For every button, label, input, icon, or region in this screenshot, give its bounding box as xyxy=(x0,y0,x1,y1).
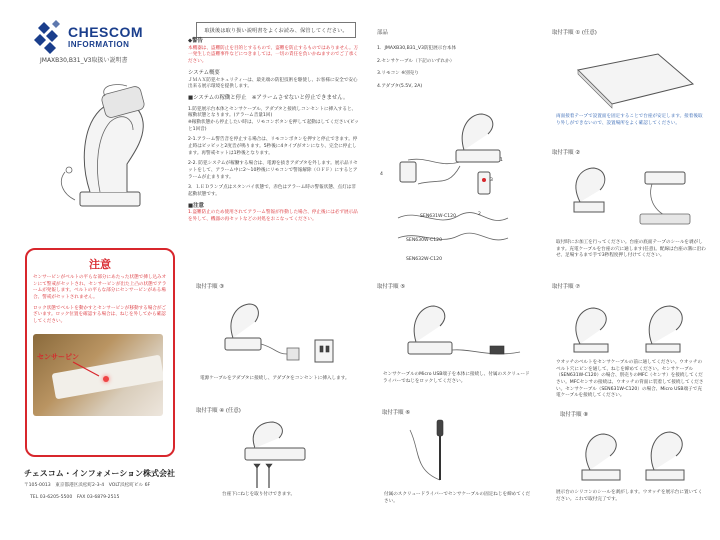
step2-title: 取付手順 ② xyxy=(552,150,581,156)
system-text: ＪＭＡＸ防犯セキュリティーは、最先端の防犯技術を駆使し、お客様に安全で安心出来る展示環境を提供します。 xyxy=(188,77,358,90)
step3-text: 電源ケーブルをアダプタに接続し、アダプタをコンセントに挿入します。 xyxy=(200,376,350,381)
operation-1: 1.防犯展示台本体とセンサケーブル、アダプタと接続しコンセントに挿入すると、稼動状態となります。(アラーム音量1回) xyxy=(188,106,357,119)
cable-label-1: SEN631W-C120 xyxy=(420,214,457,219)
brand-name: CHESCOM xyxy=(68,24,144,40)
chescom-logo-icon xyxy=(30,18,70,58)
cable-label-3: SEN632W-C120 xyxy=(406,257,443,262)
part-item-2: 2.センサケーブル（下記のいずれか） xyxy=(377,58,455,64)
company-phone: TEL 03-6205-5500 FAX 03-6879-2515 xyxy=(30,495,120,500)
sensor-pin-photo xyxy=(33,334,163,416)
caution-text-2: ロック状態でベルトを動かすとセンサーピンが移動する場合がございます。ロック位置を確認する場合は、ねじを外してから確認してください。 xyxy=(33,305,167,324)
step5-text: センサケーブルのMicro USB端子を本体に接続し、付属のスクリュードライバーでねじをロックしてください。 xyxy=(383,372,530,384)
step6-title: 取付手順 ⑥ xyxy=(382,410,411,416)
operation-4: 3．ＬＥＤランプ点はスタンバイ状態で、赤色はアラーム時の警報状態、点灯は非起動状態です。 xyxy=(188,185,356,197)
cable-label-2: SEN630W-C120 xyxy=(406,238,443,243)
warning-heading: ◆警告 xyxy=(188,38,203,44)
company-address: 〒105-0013 東京都港区浜松町2-3-4 VOLT浜松町ビル 6F xyxy=(24,483,151,488)
callout-2: 2 xyxy=(478,212,481,217)
operation-heading: ■システムの稼働と停止 ※アラームさせないと停止できません。 xyxy=(188,94,349,101)
step8-title: 取付手順 ⑧ xyxy=(560,412,589,418)
caution-text-1: センサーピンがベルトの平らな部分にあたった状態で挿し込みオンにて警戒がセットされ、センサーピンが出た上凸の状態でアラームが発報します。ベルトの平らな部分にセンサーピンがある場合、警戒がセットされません。 xyxy=(33,275,167,300)
sensor-pin-label: センサーピン xyxy=(37,352,79,361)
step1-illustration xyxy=(568,50,698,110)
step1-title: 取付手順 ① (任意) xyxy=(552,30,597,36)
part-item-1: 1．JMAXB30,B31_V3防犯展示台本体 xyxy=(377,46,457,51)
step2-illustration xyxy=(560,162,710,237)
brand-subname: INFORMATION xyxy=(68,40,130,49)
parts-illustration xyxy=(378,108,528,268)
step5-illustration xyxy=(390,300,530,375)
step4-illustration xyxy=(235,420,325,490)
step3-illustration xyxy=(205,298,345,373)
step6-illustration xyxy=(400,420,480,490)
step7-text: ウオッチのベルトをセンサケーブルの前に通してください。ウオッチのベルト穴にピンを通して、ねじを締めてください。センサケーブル（SEN631W-C120）の場合、別売りのMFC（センサ）を接続してください。MFCセンサの接続は、ウオッチの背面に装着して接続してください。センサケーブル（SEN631W-C120）の場合、Micro USB端子で充電ケーブルを接続してください。 xyxy=(556,360,704,399)
caution-text: 1.盗難防止のため使用されてアラーム警報が作動した場合、停止後には必ず展示品を外して、機器の再セットなどの対処をおこなってください。 xyxy=(188,210,358,223)
step2-text: 取付時にお加工を行ってください。台座の底面テープのシールを剥がします。充電ケーブルを台座の穴に通します(任意)。配線は台座の溝に沿わせ、足場するまで手で3秒程度押し付けてください。 xyxy=(556,240,706,259)
part-item-4: 4.アダプタ(5.5V, 2A) xyxy=(377,83,423,89)
operation-3: 2-2. 防犯システムが稼働する場合は、電源を抜きアダプタを外します。展示品リセットをして、アラーム中に2～10秒後にリモコンで警報解除（ＯＦＦ）にするとアラームが止まります。 xyxy=(188,161,358,180)
callout-4: 4 xyxy=(380,172,383,177)
caution-title: 注意 xyxy=(89,258,111,271)
product-main-illustration xyxy=(55,82,165,222)
step3-title: 取付手順 ③ xyxy=(196,284,225,290)
part-item-3: 3.リモコン ※別売り xyxy=(377,71,419,77)
step5-title: 取付手順 ⑤ xyxy=(377,284,406,290)
caution-box xyxy=(25,248,175,457)
step7-title: 取付手順 ⑦ xyxy=(552,284,581,290)
step7-illustration xyxy=(560,296,710,356)
step6-text: 付属のスクリュードライバーでセンサケーブルの固定ねじを締めてください。 xyxy=(384,492,531,504)
operation-1-note: ※稼動状態から停止したい時は、リモコンボタンを押して起動はしてください(ビッと1回音) xyxy=(188,120,359,132)
step8-illustration xyxy=(570,424,700,486)
warning-text: 本機器は、盗難防止を目的とするもので、盗難を防止するものではありません。万一発生した盗難事件などにつきましては、一切の責任を負いかねますのでご了承ください。 xyxy=(188,45,359,65)
callout-1: 1 xyxy=(500,158,503,163)
step4-title: 取付手順 ④ (任意) xyxy=(196,408,241,414)
logo xyxy=(30,18,150,58)
notice-box: 取扱後は取り扱い説明書をよくお読み、保管してください。 xyxy=(196,22,356,38)
operation-2: 2-1.アラーム警告音を停止する場合は、リモコンボタンを押すと停止できます。停止時はビッビッと2度音が鳴ります。5秒後に4タイプがオンになり、完全に停止します。再警戒セットは1秒後となります。 xyxy=(188,137,358,156)
step4-text: 台座下にねじを取り付けできます。 xyxy=(222,492,296,497)
caution-heading: ■注意 xyxy=(188,202,204,209)
parts-title: 部品 xyxy=(377,30,388,36)
company-name: チェスコム・インフォメーション株式会社 xyxy=(24,469,176,478)
step1-text: 両面接着テープで設置面を固定することで台座が安定します。接着後取り外しができないので、設置場所をよく確認してください。 xyxy=(556,114,703,126)
arrow-icon xyxy=(33,334,163,416)
doc-subtitle: JMAXB30,B31_V3取扱い説明書 xyxy=(40,57,128,64)
callout-3: 3 xyxy=(490,178,493,183)
step8-text: 展示台のシリコンのシールを剥がします。ウオッチを展示台に置いてください。これで取付完了です。 xyxy=(556,490,703,502)
system-title: システム概要 xyxy=(188,69,220,76)
